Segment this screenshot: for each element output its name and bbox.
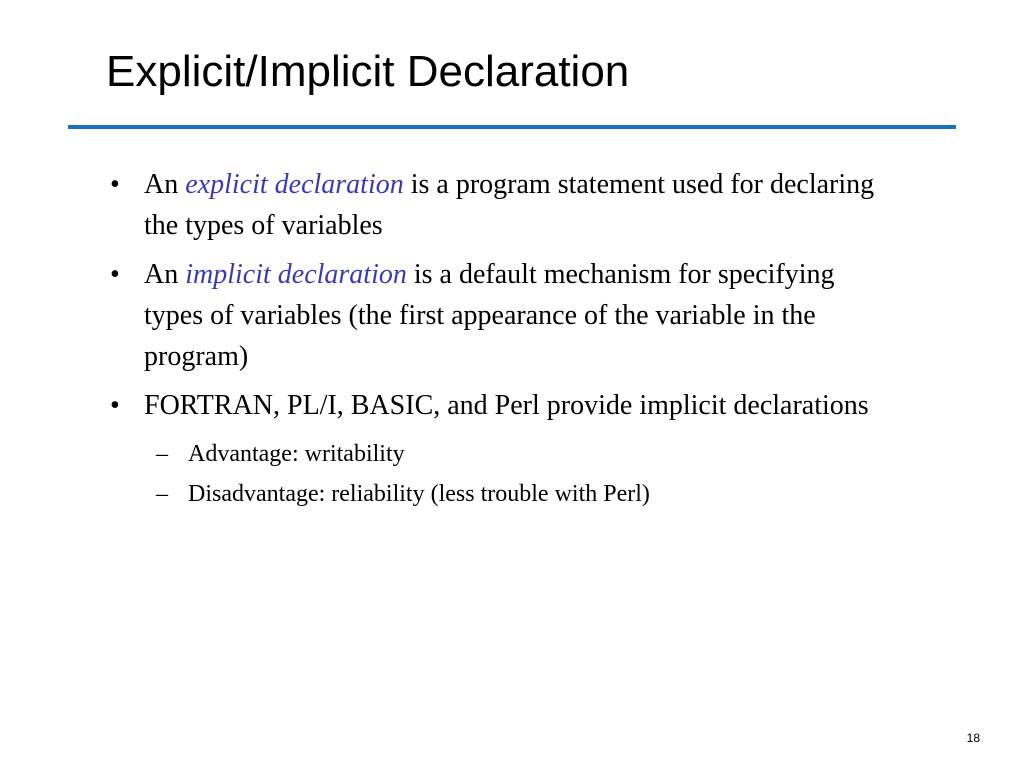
bullet-marker: •: [110, 169, 120, 200]
bullet-prefix: An: [144, 259, 186, 290]
sub-bullet-advantage: [100, 434, 880, 474]
bullet-marker: •: [110, 259, 120, 290]
bullet-prefix: An: [144, 169, 186, 200]
term-implicit-declaration: implicit declaration: [185, 259, 407, 290]
slide-title: Explicit/Implicit Declaration: [106, 47, 630, 96]
sub-bullet-marker: –: [156, 481, 168, 507]
bullet-suffix: is a default mechanism for specifying types of variables (the first appearance of the variable in the program): [144, 259, 835, 372]
sub-bullet-disadvantage: [100, 474, 880, 514]
sub-bullet-text: Advantage: writability: [188, 441, 405, 467]
bullet-languages: [100, 385, 880, 426]
bullet-marker: •: [110, 390, 120, 421]
sub-bullet-marker: –: [156, 441, 168, 467]
bullet-text: FORTRAN, PL/I, BASIC, and Perl provide implicit declarations: [144, 390, 869, 421]
title-divider: [68, 125, 956, 129]
bullet-list: [100, 164, 880, 514]
term-explicit-declaration: explicit declaration: [185, 169, 404, 200]
bullet-explicit-declaration: [100, 164, 880, 246]
page-number: 18: [966, 731, 980, 745]
bullet-implicit-declaration: [100, 254, 880, 377]
sub-bullet-text: Disadvantage: reliability (less trouble with Perl): [188, 481, 650, 507]
bullet-suffix: is a program statement used for declaring the types of variables: [144, 169, 875, 241]
